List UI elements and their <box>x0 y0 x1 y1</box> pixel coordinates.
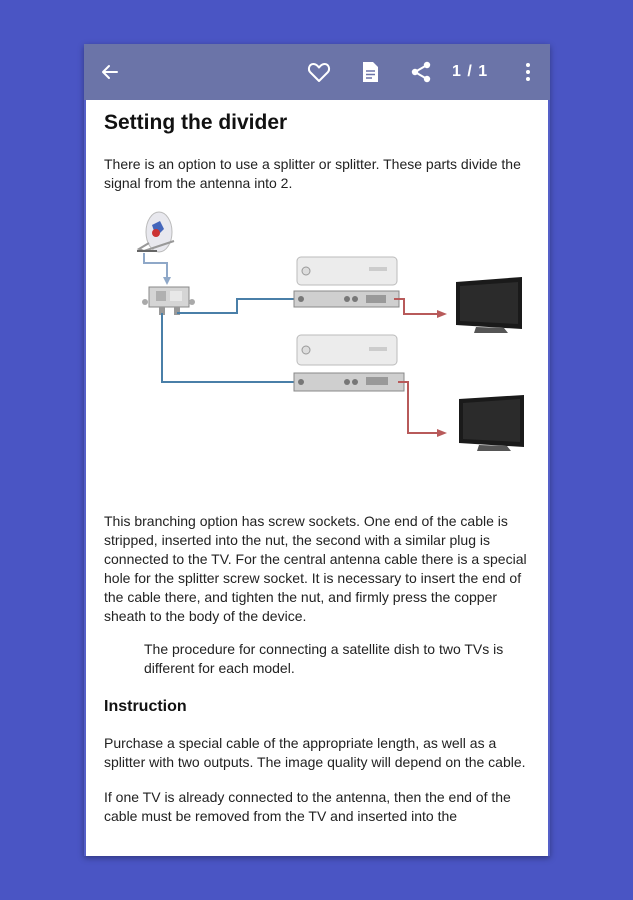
page-indicator: 1 / 1 <box>452 63 489 80</box>
toolbar <box>84 44 550 100</box>
receiver-icon <box>294 257 399 307</box>
more-vertical-icon <box>525 62 531 82</box>
share-button[interactable] <box>405 56 437 88</box>
article-title: Setting the divider <box>104 111 288 134</box>
document-button[interactable] <box>354 56 386 88</box>
splitter-icon <box>142 287 195 315</box>
heart-outline-icon <box>307 61 331 83</box>
arrow-left-icon <box>100 62 120 82</box>
blockquote: The procedure for connecting a satellite dish to two TVs is different for each model. <box>144 641 504 676</box>
favorite-button[interactable] <box>303 56 335 88</box>
purchase-paragraph: Purchase a special cable of the appropriate length, as well as a splitter with two outputs. The image quality will depend on the cable. <box>104 735 526 770</box>
tv-icon <box>459 395 524 451</box>
section-heading: Instruction <box>104 698 187 715</box>
intro-paragraph: There is an option to use a splitter or splitter. These parts divide the signal from the antenna into 2. <box>104 156 521 191</box>
splitter-diagram-image <box>104 207 530 507</box>
article-content[interactable] <box>84 100 550 856</box>
reader-window <box>84 44 550 856</box>
satellite-dish-icon <box>137 212 174 252</box>
branching-paragraph: This branching option has screw sockets. One end of the cable is stripped, inserted into the nut, the second with a similar plug is connected to the TV. For the central antenna cable there is a special hole for the splitter screw socket. It is necessary to insert the end of the cable there, and tighten the nut, and firmly press the copper sheath to the body of the device. <box>104 513 527 624</box>
connected-paragraph: If one TV is already connected to the antenna, then the end of the cable must be removed from the TV and inserted into the <box>104 789 511 824</box>
receiver-icon <box>294 335 404 391</box>
document-icon <box>360 60 380 84</box>
tv-icon <box>456 277 522 333</box>
back-button[interactable] <box>94 56 126 88</box>
more-button[interactable] <box>514 56 542 88</box>
share-icon <box>409 60 433 84</box>
